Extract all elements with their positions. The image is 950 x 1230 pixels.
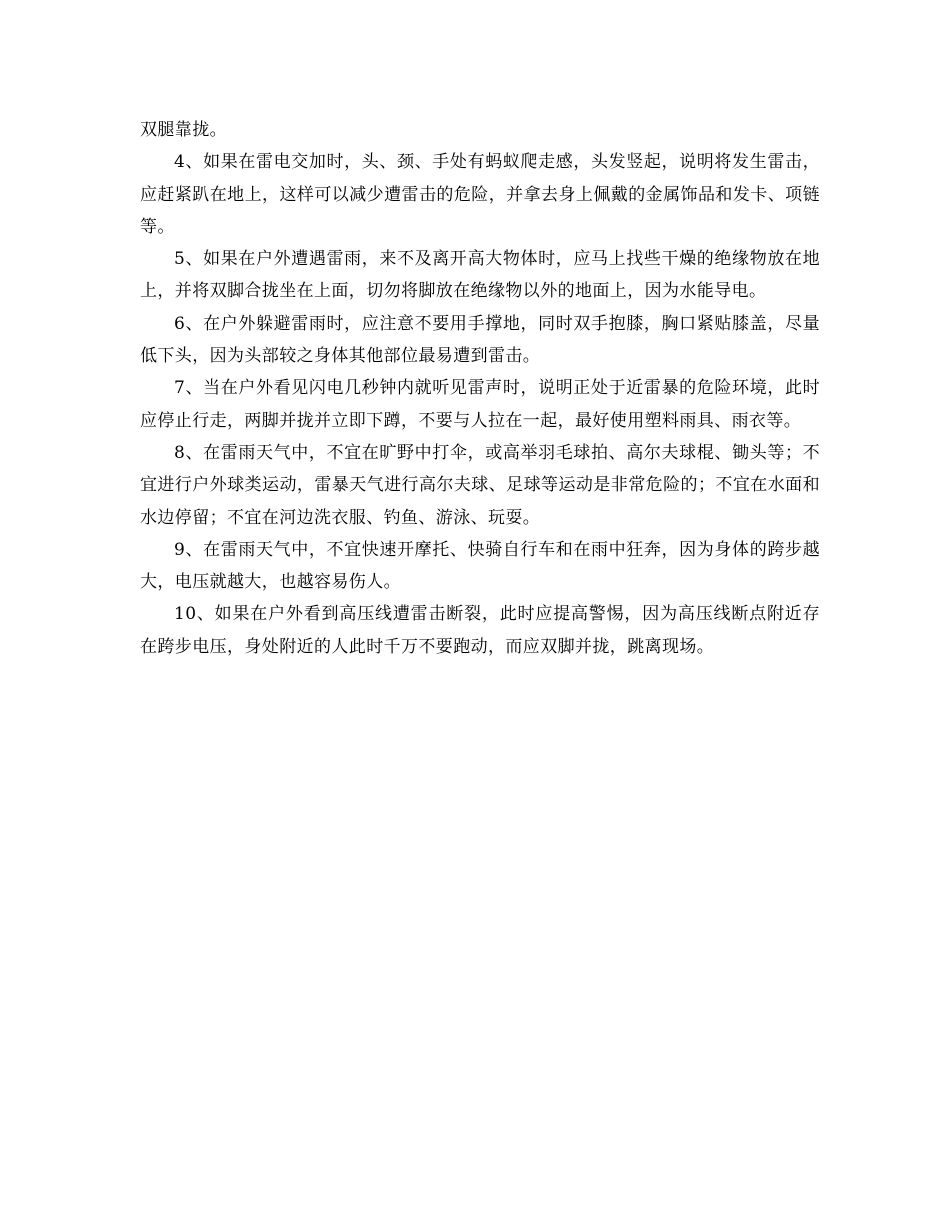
paragraph-item-10: 10、如果在户外看到高压线遭雷击断裂，此时应提高警惕，因为高压线断点附近存在跨步电压，身处附近的人此时千万不要跑动，而应双脚并拢，跳离现场。 bbox=[140, 604, 820, 657]
document-page bbox=[140, 114, 820, 663]
paragraph-item-9: 9、在雷雨天气中，不宜快速开摩托、快骑自行车和在雨中狂奔，因为身体的跨步越大，电压就越大，也越容易伤人。 bbox=[140, 539, 820, 593]
paragraph-item-7: 7、当在户外看见闪电几秒钟内就听见雷声时，说明正处于近雷暴的危险环境，此时应停止行走，两脚并拢并立即下蹲，不要与人拉在一起，最好使用塑料雨具、雨衣等。 bbox=[140, 378, 820, 431]
paragraph-item-8: 8、在雷雨天气中，不宜在旷野中打伞，或高举羽毛球拍、高尔夫球棍、锄头等；不宜进行户外球类运动，雷暴天气进行高尔夫球、足球等运动是非常危险的；不宜在水面和水边停留；不宜在河边洗衣服、钓鱼、游泳、玩耍。 bbox=[140, 442, 820, 528]
paragraph-item-6: 6、在户外躲避雷雨时，应注意不要用手撑地，同时双手抱膝，胸口紧贴膝盖，尽量低下头，因为头部较之身体其他部位最易遭到雷击。 bbox=[140, 313, 820, 367]
paragraph-item-5: 5、如果在户外遭遇雷雨，来不及离开高大物体时，应马上找些干燥的绝缘物放在地上，并将双脚合拢坐在上面，切勿将脚放在绝缘物以外的地面上，因为水能导电。 bbox=[140, 249, 820, 302]
paragraph-continuation: 双腿靠拢。 bbox=[140, 120, 227, 140]
paragraph-item-4: 4、如果在雷电交加时，头、颈、手处有蚂蚁爬走感，头发竖起，说明将发生雷击，应赶紧趴在地上，这样可以减少遭雷击的危险，并拿去身上佩戴的金属饰品和发卡、项链等。 bbox=[140, 152, 820, 237]
